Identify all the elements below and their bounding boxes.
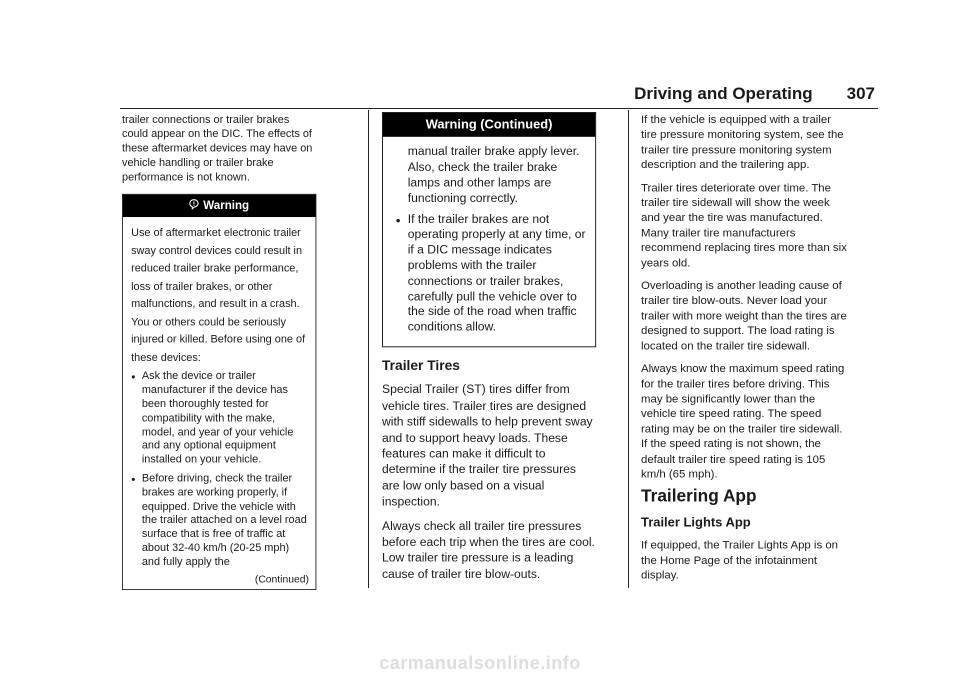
bullet-icon: ● [395,215,401,225]
subheading-trailer-lights-app: Trailer Lights App [641,515,751,530]
paragraph: Trailer tires deteriorate over time. The trailer tire sidewall will show the week and year the tire was manufactured. Many trailer tire manufacturers recommend replacing tires more than six years old. [641,180,847,269]
warning-continued-box [382,112,596,347]
bullet-icon: ● [131,372,136,382]
warning-text: Use of aftermarket electronic trailer sway control devices could result in reduced trailer brake performance, loss of trailer brakes, or other malfunctions, and result in a crash. You or others could be seriously injured or killed. Before using one of these devices: [131,226,306,364]
bullet-icon: ● [131,475,136,484]
page-header [634,84,875,104]
warning-icon [189,199,199,213]
bullet-text: If the trailer brakes are not operating properly at any time, or if a DIC message indicates problems with the trailer connections or trailer brakes, carefully pull the vehicle over to the side of the road when traffic conditions allow. [407,211,586,334]
column-divider-1 [368,110,369,588]
intro-paragraph: trailer connections or trailer brakes could appear on the DIC. The effects of these aftermarket devices may have on vehicle handling or trailer brake performance is not known. [122,112,313,183]
warning-continued-body [383,137,595,346]
warning-bullet [396,212,586,335]
paragraph: Always know the maximum speed rating for the trailer tires before driving. This may be significantly lower than the vehicle tire speed rating. The speed rating may be on the trailer tire sidewall. If the speed rating is not shown, the default trailer tire speed rating is 105 km/h (65 mph). [641,361,845,481]
column-divider-2 [628,110,629,588]
section-title: Driving and Operating [634,84,813,103]
warning-header [123,195,316,218]
paragraph: If equipped, the Trailer Lights App is on the Home Page of the infotainment display. [641,538,838,582]
section-heading-trailering-app: Trailering App [641,487,757,507]
bullet-text: Before driving, check the trailer brakes are working properly, if equipped. Drive the vehicle with the trailer attached on a level road surface that is free of traffic at about 32-40 km/h (20-25 mph) and fully apply the [141,471,307,568]
warning-continued-header: Warning (Continued) [383,113,595,137]
watermark: carmanualsonline.info [379,653,581,673]
paragraph: Special Trailer (ST) tires differ from vehicle tires. Trailer tires are designed with stiff sidewalls to help prevent sway and to support heavy loads. These features can make it difficult to determine if the trailer tire pressures are low only based on a visual inspection. [382,382,593,509]
column-3 [641,112,848,590]
header-rule [120,108,878,109]
column-2 [382,112,596,590]
paragraph: Overloading is another leading cause of trailer tire blow-outs. Never load your trailer with more weight than the tires are designed to support. The load rating is located on the trailer tire sidewall. [641,278,847,352]
page-number: 307 [846,84,875,103]
column-1 [122,112,316,590]
warning-body [123,217,316,588]
warning-bullet [131,370,309,467]
section-heading-trailer-tires: Trailer Tires [382,358,460,374]
warning-box [122,194,316,590]
bullet-text: Ask the device or trailer manufacturer if the device has been thoroughly tested for compatibility with the make, model, and year of your vehicle and any optional equipment installed on your vehicle. [141,369,294,466]
paragraph: Always check all trailer tire pressures before each trip when the tires are cool. Low trailer tire pressure is a leading cause of trailer tire blow-outs. [382,518,595,581]
warning-title: Warning [203,198,250,212]
continued-label: (Continued) [254,573,309,585]
paragraph: If the vehicle is equipped with a trailer tire pressure monitoring system, see the trailer tire pressure monitoring system description and the trailering app. [641,112,844,171]
warning-bullet [131,472,309,569]
warning-lead-text: manual trailer brake apply lever. Also, check the trailer brake lamps and other lamps are functioning correctly. [407,144,580,205]
